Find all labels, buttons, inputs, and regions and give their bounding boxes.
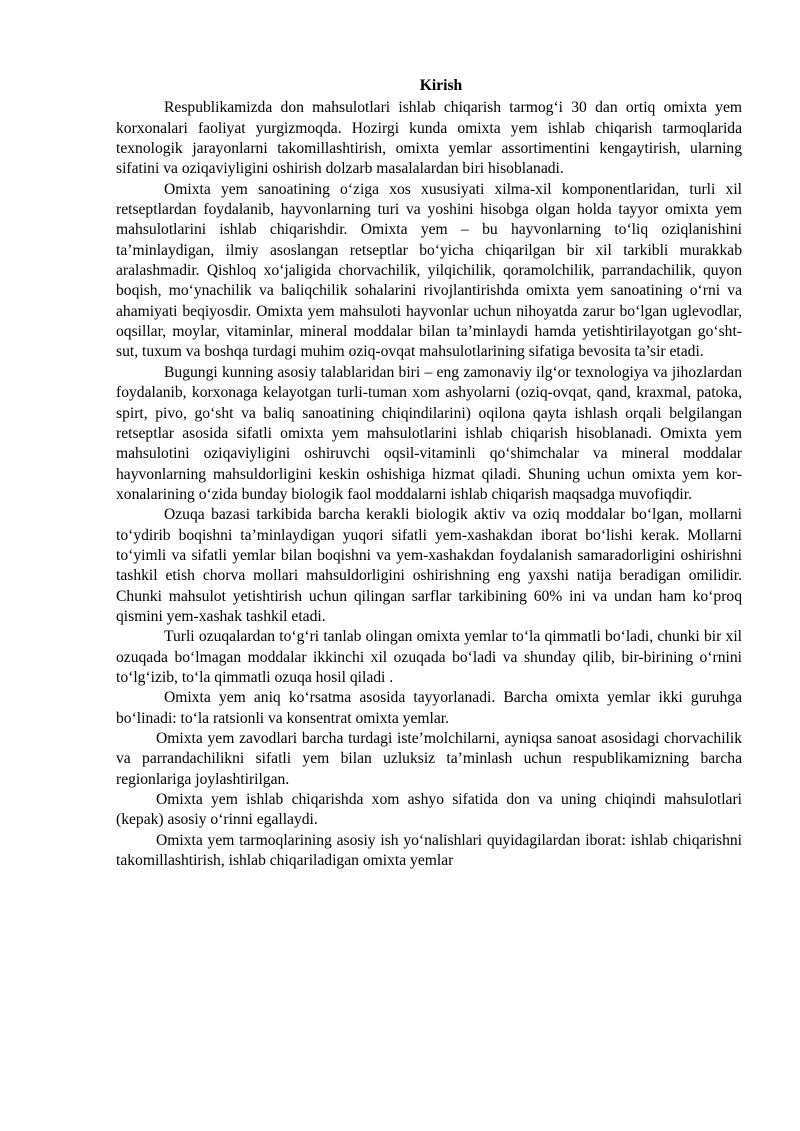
paragraph-4: Ozuqa bazasi tarkibida barcha kerakli biologik aktiv va oziq moddalar bo‘lgan, mollarni to‘ydirib boqishni ta’minlaydigan yuqori sifatli yem-xashakdan iborat bo‘lishi kerak. Mollarni to‘yimli va sifatli yemlar bilan boqishni va yem-xashakdan foydalanish samaradorligini oshirishni tashkil etish chorva mollari mahsuldorligini oshirishning eng yaxshi natija beradigan omilidir. Chunki mahsulot yetishtirish uchun qilingan sarflar tarkibining 60% ini va undan ham ko‘proq qismini yem-xashak tashkil etadi. (116, 506, 742, 625)
paragraph-8: Omixta yem ishlab chiqarishda xom ashyo sifatida don va uning chiqindi mahsulotlari (kepak) asosiy o‘rinni egallaydi. (116, 791, 742, 829)
section-title: Kirish (419, 77, 463, 94)
paragraph-3: Bugungi kunning asosiy talablaridan biri – eng zamonaviy ilg‘or texnologiya va jihozlardan foydalanib, korxonaga kelayotgan turli-tuman xom ashyolarni (oziq-ovqat, qand, kraxmal, patoka, spirt, pivo, go‘sht va baliq sanoatining chiqindilarini) oqilona qayta ishlash orqali belgilangan retseptlar asosida sifatli omixta yem mahsulotlarini ishlab chiqarish hisoblanadi. Omixta yem mahsulotini oziqaviyligini oshiruvchi oqsil-vitaminli qo‘shimchalar va mineral moddalar hayvonlarning mahsuldorligini keskin oshishiga hizmat qiladi. Shuning uchun omixta yem korxonalarining o‘zida bunday biologik faol moddalarni ishlab chiqarish maqsadga muvofiqdir. (116, 363, 742, 503)
paragraph-1: Respublikamizda don mahsulotlari ishlab chiqarish tarmog‘i 30 dan ortiq omixta yem korxonalari faoliyat yurgizmoqda. Hozirgi kunda omixta yem ishlab chiqarish tarmoqlarida texnologik jarayonlarni takomillashtirish, omixta yemlar assortimentini kengaytirish, ularning sifatini va oziqaviyligini oshirish dolzarb masalalardan biri hisoblanadi. (116, 99, 742, 178)
document-page (116, 76, 742, 871)
paragraph-7: Omixta yem zavodlari barcha turdagi iste’molchilarni, ayniqsa sanoat asosidagi chorvachilik va parrandachilikni sifatli yem bilan uzluksiz ta’minlash uchun respublikamizning barcha regionlariga joylashtirilgan. (116, 730, 742, 788)
paragraph-5: Turli ozuqalardan to‘g‘ri tanlab olingan omixta yemlar to‘la qimmatli bo‘ladi, chunki bir xil ozuqada bo‘lmagan moddalar ikkinchi xil ozuqada bo‘ladi va shunday qilib, bir-birining o‘rnini to‘lg‘izib, to‘la qimmatli ozuqa hosil qiladi . (116, 628, 742, 686)
paragraph-9: Omixta yem tarmoqlarining asosiy ish yo‘nalishlari quyidagilardan iborat: ishlab chiqarishni takomillashtirish, ishlab chiqariladigan omixta yemlar (116, 831, 742, 870)
paragraph-2: Omixta yem sanoatining o‘ziga xos xususiyati xilma-xil komponentlaridan, turli xil retseptlardan foydalanib, hayvonlarning turi va yoshini hisobga olgan holda tayyor omixta yem mahsulotlarini ishlab chiqarishdir. Omixta yem – bu hayvonlarning to‘liq oziqlanishini ta’minlaydigan, ilmiy asoslangan retseptlar bo‘yicha chiqarilgan bir xil tarkibli murakkab aralashmadir. Qishloq xo‘jaligida chorvachilik, yilqichilik, qoramolchilik, parrandachilik, quyon boqish, mo‘ynachilik va baliqchilik sohalarini rivojlantirishda omixta yem sanoatining o‘rni va ahamiyati beqiyosdir. Omixta yem mahsuloti hayvonlar uchun nihoyatda zarur bo‘lgan uglevodlar, oqsillar, moylar, vitaminlar, mineral moddalar bilan ta’minlaydi hamda yetishtirilayotgan go‘sht-sut, tuxum va boshqa turdagi muhim oziq-ovqat mahsulotlarining sifatiga bevosita ta’sir etadi. (116, 180, 742, 361)
paragraph-6: Omixta yem aniq ko‘rsatma asosida tayyorlanadi. Barcha omixta yemlar ikki guruhga bo‘linadi: to‘la ratsionli va konsentrat omixta yemlar. (116, 689, 742, 727)
